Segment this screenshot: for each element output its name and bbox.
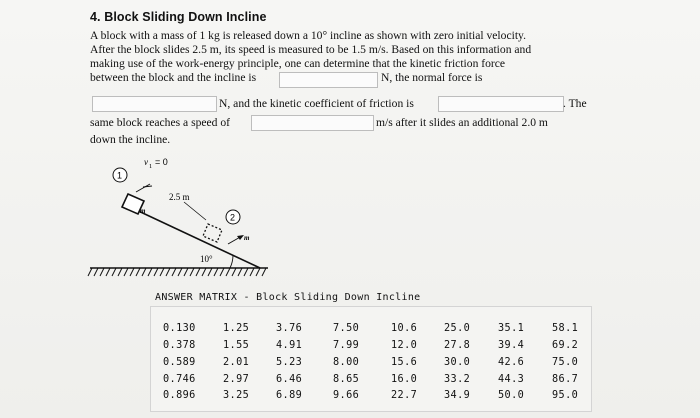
friction-coefficient-answer-box[interactable]	[438, 96, 564, 112]
answer-option[interactable]: 27.8	[444, 340, 471, 351]
position-2-label: 2	[230, 212, 236, 223]
answer-option[interactable]: 8.00	[333, 357, 360, 368]
answer-option[interactable]: 5.23	[276, 357, 303, 368]
answer-option[interactable]: 22.7	[391, 390, 418, 401]
answer-option[interactable]: 7.99	[333, 340, 360, 351]
distance-leader	[184, 202, 206, 220]
friction-coefficient-input[interactable]	[439, 100, 563, 114]
problem-text-line-4b: N, the normal force is	[381, 71, 483, 84]
answer-matrix	[150, 306, 592, 412]
answer-option[interactable]: 44.3	[498, 374, 525, 385]
answer-option[interactable]: 12.0	[391, 340, 418, 351]
answer-option[interactable]: 34.9	[444, 390, 471, 401]
initial-velocity-subscript: 1	[149, 163, 153, 170]
problem-text-line-5a: N, and the kinetic coefficient of friction is	[219, 97, 414, 110]
answer-option[interactable]: 2.97	[223, 374, 250, 385]
answer-option[interactable]: 6.46	[276, 374, 303, 385]
answer-option[interactable]: 69.2	[552, 340, 579, 351]
velocity-arrow-1-head	[143, 186, 152, 187]
velocity-arrow-1	[136, 184, 150, 192]
block-mass-label-2: m	[244, 234, 250, 242]
velocity-arrow-2-head	[237, 235, 244, 240]
answer-option[interactable]: 6.89	[276, 390, 303, 401]
answer-option[interactable]: 10.6	[391, 323, 418, 334]
answer-option[interactable]: 95.0	[552, 390, 579, 401]
problem-text-line-6b: m/s after it slides an additional 2.0 m	[376, 116, 548, 129]
normal-force-answer-box[interactable]	[92, 96, 217, 112]
problem-text-line-3: making use of the work-energy principle, one can determine that the kinetic friction force	[90, 57, 506, 70]
problem-text-line-5b: . The	[563, 97, 587, 110]
answer-option[interactable]: 39.4	[498, 340, 525, 351]
answer-option[interactable]: 8.65	[333, 374, 360, 385]
ground-hatching	[88, 268, 266, 276]
distance-label: 2.5 m	[169, 192, 190, 202]
answer-option[interactable]: 0.130	[163, 323, 196, 334]
problem-text-line-7: down the incline.	[90, 133, 171, 146]
answer-option[interactable]: 16.0	[391, 374, 418, 385]
answer-option[interactable]: 3.76	[276, 323, 303, 334]
answer-option[interactable]: 1.55	[223, 340, 250, 351]
answer-option[interactable]: 4.91	[276, 340, 303, 351]
answer-option[interactable]: 1.25	[223, 323, 250, 334]
angle-arc	[230, 255, 233, 268]
answer-option[interactable]: 0.896	[163, 390, 196, 401]
answer-option[interactable]: 25.0	[444, 323, 471, 334]
answer-option[interactable]: 15.6	[391, 357, 418, 368]
problem-text-line-6a: same block reaches a speed of	[90, 116, 231, 129]
angle-label: 10°	[200, 254, 213, 264]
answer-option[interactable]: 75.0	[552, 357, 579, 368]
initial-velocity-value: = 0	[155, 157, 168, 167]
answer-option[interactable]: 35.1	[498, 323, 525, 334]
problem-text-line-1: A block with a mass of 1 kg is released down a 10° incline as shown with zero initial velocity.	[90, 29, 526, 42]
answer-option[interactable]: 0.378	[163, 340, 196, 351]
problem-text-line-4a: between the block and the incline is	[90, 71, 257, 84]
final-speed-input[interactable]	[252, 119, 373, 133]
answer-option[interactable]: 58.1	[552, 323, 579, 334]
answer-option[interactable]: 86.7	[552, 374, 579, 385]
answer-option[interactable]: 30.0	[444, 357, 471, 368]
block-mass-label-1: m	[140, 207, 146, 215]
problem-title: 4. Block Sliding Down Incline	[90, 10, 267, 24]
answer-option[interactable]: 9.66	[333, 390, 360, 401]
friction-force-answer-box[interactable]	[279, 72, 378, 88]
answer-option[interactable]: 50.0	[498, 390, 525, 401]
answer-option[interactable]: 33.2	[444, 374, 471, 385]
normal-force-input[interactable]	[93, 100, 216, 114]
answer-option[interactable]: 0.589	[163, 357, 196, 368]
block-position-2	[203, 224, 222, 242]
friction-force-input[interactable]	[280, 76, 377, 90]
answer-option[interactable]: 0.746	[163, 374, 196, 385]
answer-option[interactable]: 42.6	[498, 357, 525, 368]
final-speed-answer-box[interactable]	[251, 115, 374, 131]
position-1-label: 1	[117, 170, 123, 181]
incline-diagram	[80, 150, 290, 280]
answer-option[interactable]: 7.50	[333, 323, 360, 334]
problem-text-line-2: After the block slides 2.5 m, its speed is measured to be 1.5 m/s. Based on this information and	[90, 43, 532, 56]
answer-matrix-title: ANSWER MATRIX - Block Sliding Down Incline	[155, 292, 421, 303]
answer-option[interactable]: 3.25	[223, 390, 250, 401]
initial-velocity-symbol: v	[144, 157, 148, 167]
answer-option[interactable]: 2.01	[223, 357, 250, 368]
